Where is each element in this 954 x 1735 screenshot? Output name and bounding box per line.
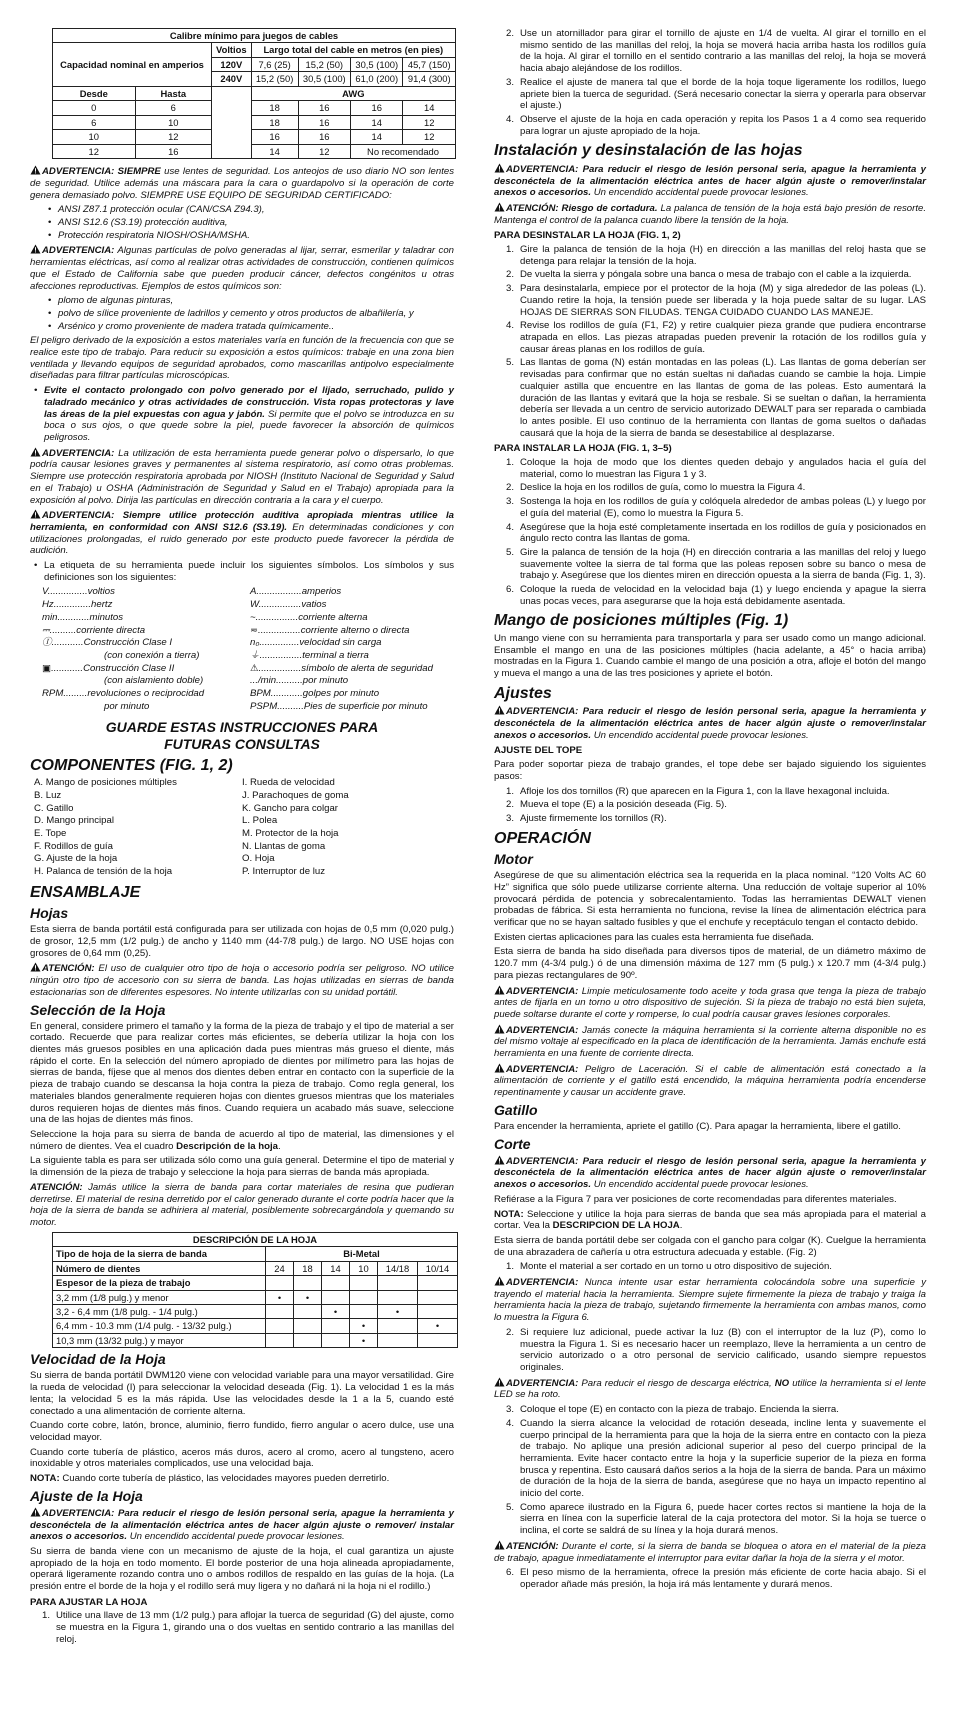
label-intro: • La etiqueta de su herramienta puede incluir los siguientes símbolos. Los símbolos y sus definiciones son los siguientes: (44, 560, 454, 583)
warning-label: ADVERTENCIA: (506, 1377, 579, 1389)
cable-gauge-table (52, 28, 456, 159)
component-item: D. Mango principal (34, 815, 114, 827)
cell: 12 (403, 115, 456, 129)
length-cell: 15,2 (50) (251, 72, 298, 86)
symbol-entry: (con aislamiento doble) (104, 675, 204, 687)
table-row: 6,4 mm - 10.3 mm (1/4 pulg. - 13/32 pulg.) • • (53, 1319, 458, 1333)
cell: 16 (298, 101, 350, 115)
avoid-bold: Evite el contacto prolongado con polvo generado por el lijado, serruchado, pulido y taladrado mecánico y otras actividades de construcción. Vista ropas protectoras y lave las áreas de la piel expuestas con agua y jabón. (44, 385, 454, 420)
left-column (30, 28, 454, 1649)
attention-text: Durante el corte, si la sierra de banda se bloquea o atora en el material de la pieza de trabajo, apague inmediatamente el interruptor para evitar dañar la hoja de la sierra y el motor. (494, 1540, 926, 1564)
to-label: Hasta (135, 86, 211, 100)
adjust-steps-continued (506, 28, 926, 137)
selection-text-3: La siguiente tabla es para ser utilizada sólo como una guía general. Determine el tipo de material y la dimensión de la pieza de trabajo y seleccione la hoja para sierras de banda más apropiada. (30, 1155, 454, 1179)
volt-120: 120V (212, 57, 252, 71)
list-item: 2. Use un atornillador para girar el tornillo de ajuste en 1/4 de vuelta. Al girar el tornillo en el mismo sentido de las manillas del reloj, la hoja se moverá hacia arriba hasta los rodillos guía de la hoja. Al girar el tornillo en el sentido contrario a las manillas del reloj, la hoja se moverá hacia abajo alejándose de los rodillos. (506, 28, 926, 75)
row-label: 10,3 mm (13/32 pulg.) y mayor (53, 1333, 266, 1347)
cut-steps-4 (506, 1567, 926, 1590)
warning-glasses (30, 165, 454, 201)
symbol-entry: ≂................corriente alterno o directa (250, 624, 410, 636)
teeth-label: Número de dientes (53, 1261, 266, 1275)
warning-cut-2 (494, 1276, 926, 1324)
table-row (53, 115, 456, 129)
length-cell: 7,6 (25) (251, 57, 298, 71)
attention-text: La palanca de tensión de la hoja está bajo presión de resorte. Mantenga el control de la palanca cuando libere la tensión de la hoja. (494, 202, 926, 226)
cell: 12 (135, 130, 211, 144)
warning-label: ADVERTENCIA: Para reducir el riesgo de lesión personal seria, apague la herramienta y desconéctela de la alimentación eléctrica antes de hacer algún ajuste o remover/instalar anexos o accesorios. (494, 706, 926, 741)
list-item: 4. Observe el ajuste de la hoja en cada operación y repita los Pasos 1 a 4 como sea requerido para lograr un ajuste apropiado de la hoja. (506, 113, 926, 137)
warning-text: La utilización de esta herramienta puede generar polvo o dispersarlo, lo que podría causar lesiones graves y permanentes al sistema respiratorio, así como otras problemas. Siempre use protección respiratoria aprobada por NIOSH (Instituto Nacional de Seguridad y Salud en el Trabajo) u OSHA (Administración de Seguridad y Salud en el Trabajo) apropiada para la exposición al polvo. Dirija las partículas en dirección contraria a la cara y el cuerpo. (30, 447, 454, 506)
symbol-entry: .../min..........por minuto (250, 675, 349, 687)
warning-label: ADVERTENCIA: Para reducir el riesgo de lesión personal seria, apague la herramienta y desconéctela de la alimentación eléctrica antes de hacer algún ajuste o remover/instalar anexos o accesorios. (494, 163, 926, 199)
warning-label: ADVERTENCIA: (506, 1024, 579, 1036)
table-row (53, 101, 456, 115)
warning-motor-1 (494, 985, 926, 1021)
warning-icon (30, 509, 41, 519)
selection-text: En general, considere primero el tamaño y la forma de la pieza de trabajo y el tipo de material a ser cortado. Recuerde que para realizar cortes más eficientes, se debería utilizar la hoja con los dientes más gruesos posibles en una aplicación dada pues mientras más grueso el diente, más rápido el corte. En la selección del número apropiado de dientes por milímetro para las hojas de sierras de banda, fíjese que al menos dos dientes deben entrar en contacto con la superficie de la pieza de trabajo cuando se descansa la hoja contra la pieza de trabajo. Como regla general, los materiales blandos generalmente requieren hojas con dientes gruesos mientras que los materiales duros requieren hojas de dientes más finos. Cuando requiera un acabado más suave, seleccione una de las hojas de dientes más finos. (30, 1020, 454, 1126)
warning-install (494, 163, 926, 199)
list-item: 4. Cuando la sierra alcance la velocidad de rotación deseada, incline lenta y suavemente el cuerpo principal de la herramienta para que la hoja de la sierra entre en contacto con la pieza de trabajo. No aplique una presión adicional superior al peso del cuerpo principal de la herramienta. Evite hacer contacto entre la hoja y la superficie superior de la pieza en forma brusca y repentina. Esto causará daños serios a la hoja de la sierra de banda. Para un máximo de duración de la hoja de la sierra de banda, asegúrese que no haya un impacto repentino al inicio del corte. (506, 1417, 926, 1500)
handle-title: Mango de posiciones múltiples (Fig. 1) (494, 612, 789, 630)
warning-text: Nunca intente usar estar herramienta colocándola sobre una superficie y trayendo el material hacia la herramienta. Siempre sujete firmemente la pieza de trabajo y traiga la herramienta hacia la pieza de trabajo, sujetando firmemente la herramienta con ambas manos, como lo muestra la Figura 6. (494, 1277, 926, 1324)
attention-label: ATENCIÓN: (42, 963, 95, 975)
list-item: • plomo de algunas pinturas, (58, 295, 454, 307)
from-label: Desde (53, 86, 136, 100)
list-item: 4. Revise los rodillos de guía (F1, F2) y retire cualquier pieza grande que pudiera encontrarse atrapada en ellos. Las piezas atrapadas pueden prevenir la rotación de los rodillos guía y causar áreas planas en los rodillos de guía. (506, 320, 926, 355)
list-item: 3. Coloque el tope (E) en contacto con la pieza de trabajo. Encienda la sierra. (506, 1404, 839, 1416)
motor-text: Asegúrese de que su alimentación eléctrica sea la requerida en la placa nominal. “120 Volts AC 60 Hz” significa que sólo puede utilizarse corriente alterna. Una reducción de voltaje superior al 10% provocará pérdida de potencia y sobrecalentamiento. Todas las herramientas DEWALT vienen probadas de fábrica. Si esta herramienta no funciona, revise la línea de alimentación eléctrica para verificar que no se hayan saltado fusibles y que el enchufe y receptáculo tengan el contacto debido. (494, 870, 926, 929)
symbol-entry: A.................amperios (250, 586, 342, 598)
component-item: G. Ajuste de la hoja (34, 853, 118, 865)
list-item: • ANSI S12.6 (S3.19) protección auditiva, (58, 217, 454, 229)
length-label: Largo total del cable en metros (en pies) (251, 43, 455, 57)
list-item: • polvo de sílice proveniente de ladrillos y cemento y otros productos de albañilería, y (58, 308, 454, 320)
warning-label: ADVERTENCIA: Siempre utilice protección auditiva apropiada mientras utilice la herramienta, en conformidad con ANSI S12.6 (S3.19). (30, 510, 454, 533)
warning-text: Jamás conecte la máquina herramienta si la corriente alterna disponible no es del mismo voltaje al especificado en la placa de identificación de la herramienta. Jamás enchufe está herramienta en una fuente de corriente directa. (494, 1024, 926, 1060)
list-item: 3. Para desinstalarla, empiece por el protector de la hoja (M) y siga alrededor de las poleas (L). Cuando retire la hoja, la tensión puede ser liberada y la hoja puede saltar de su lugar. LAS HOJAS DE SIERRAS SON FILUDAS. TENGA CUIDADO CUANDO LAS MANEJE. (506, 283, 926, 318)
motor-text: Esta sierra de banda ha sido diseñada para diversos tipos de material, de un diámetro máximo de 120.7 mm (4-3/4 pulg.) ó de una dimensión máxima de 127 mm (5 pulg.) x 120.7 mm (4-3/4 pulg.) para piezas rectangulares de 90º. (494, 946, 926, 981)
warning-text: Peligro de Laceración. Si el cable de alimentación está conectado a la alimentación de corriente y el gatillo está encendido, la máquina herramienta podría encenderse repentinamente y causar un accidente grave. (494, 1063, 926, 1099)
cell: 16 (298, 130, 350, 144)
avoid-item (44, 385, 454, 444)
assembly-title: ENSAMBLAJE (30, 883, 141, 901)
save-instructions-title: GUARDE ESTAS INSTRUCCIONES PARA FUTURAS CONSULTAS (105, 719, 379, 752)
cell: 14 (351, 130, 403, 144)
volts-label: Voltios (212, 43, 252, 57)
speed-text: Su sierra de banda portátil DWM120 viene con velocidad variable para una mayor versatilidad. Gire la rueda de velocidad (I) para seleccionar la velocidad deseada (Fig. 1). La velocidad 1 es la más lenta; la velocidad 5 es la más rápida. Use las velocidades desde la 1 a la 5, cuando esté conectado a una alimentación de corriente alterna. (30, 1370, 454, 1417)
install-subtitle: PARA INSTALAR LA HOJA (FIG. 1, 3–5) (494, 443, 672, 455)
warning-motor-3 (494, 1063, 926, 1099)
list-item: • ANSI Z87.1 protección ocular (CAN/CSA Z94.3), (58, 204, 454, 216)
uninstall-steps (506, 244, 926, 439)
attention-label: ATENCIÓN: (506, 1540, 559, 1552)
warning-label: ADVERTENCIA: (506, 1277, 579, 1289)
cut-steps-3 (506, 1404, 926, 1537)
cut-text: Refiérase a la Figura 7 para ver posiciones de corte recomendadas para diferentes materiales. (494, 1193, 897, 1205)
warning-icon (30, 1507, 41, 1517)
symbol-entry: min............minutos (42, 611, 124, 623)
warning-icon (494, 1024, 505, 1034)
symbol-entry: Ⓘ............Construcción Clase I (42, 637, 173, 649)
warning-label: ADVERTENCIA: Para reducir el riesgo de lesión personal seria, apague la herramienta y desconéctela de la alimentación eléctrica antes de hacer algún ajuste o remover/instalar anexos o accesorios. (494, 1155, 926, 1191)
symbol-entry: ⚠................símbolo de alerta de seguridad (250, 662, 433, 674)
warning-text: Un encendido accidental puede provocar lesiones. (591, 729, 809, 741)
avoid-text: Si permite que el polvo se introduzca en su boca o sus ojos, o que quede sobre la piel, puede favorecer la absorción de químicos peligrosos. (44, 408, 454, 443)
attention-label: ATENCIÓN: Riesgo de cortadura. (506, 202, 658, 214)
warning-text: Un encendido accidental puede provocar lesiones. (591, 187, 809, 199)
attention-resin (30, 1182, 454, 1229)
warning-dust (30, 244, 454, 292)
list-item: • Arsénico y cromo proveniente de madera tratada químicamente.. (58, 321, 454, 333)
cell: 12 (298, 144, 350, 158)
cut-note: NOTA: Seleccione y utilice la hoja para sierras de banda que sea más apropiada para el material a cortar. Vea la DESCRIPCION DE LA HOJA. (494, 1208, 926, 1232)
blade-selection-title: Selección de la Hoja (30, 1001, 166, 1018)
table-row: 3,2 mm (1/8 pulg.) y menor • • (53, 1290, 458, 1304)
right-column (494, 28, 926, 1594)
cert-list (58, 204, 454, 241)
teeth-cell: 24 (266, 1261, 294, 1275)
component-item: B. Luz (34, 789, 62, 801)
warning-label: ADVERTENCIA: (42, 245, 115, 257)
warning-label: ADVERTENCIA: (42, 447, 115, 459)
cell: 12 (403, 130, 456, 144)
table-row: 10,3 mm (13/32 pulg.) y mayor • (53, 1333, 458, 1347)
teeth-cell: 14/18 (378, 1261, 418, 1275)
component-item: O. Hoja (242, 853, 275, 865)
warning-icon (30, 165, 41, 175)
cell: 16 (351, 101, 403, 115)
thickness-label: Espesor de la pieza de trabajo (53, 1276, 266, 1290)
list-item: • Protección respiratoria NIOSH/OSHA/MSHA. (58, 230, 454, 242)
attention-blades (30, 962, 454, 998)
motor-text: Existen ciertas aplicaciones para las cuales esta herramienta fue diseñada. (494, 931, 814, 943)
cut-text: Esta sierra de banda portátil debe ser colgada con el gancho para colgar (K). Cuelgue la herramienta de una abrazadera de cañería u otra estructura adecuada y estable. (Fig. 2) (494, 1234, 926, 1258)
volt-240: 240V (212, 72, 252, 86)
length-cell: 30,5 (100) (298, 72, 350, 86)
stop-subtitle: AJUSTE DEL TOPE (494, 745, 583, 757)
list-item: 5. Como aparece ilustrado en la Figura 6, puede hacer cortes rectos si mantiene la hoja de la sierra en línea con la superficie lateral de la caja protectora del motor. Si la hoja se tuerce o inclina, el corte se saldrá de su línea y la hoja durará menos. (506, 1501, 926, 1537)
adjustments-title: Ajustes (494, 684, 552, 702)
adjust-steps (42, 1610, 454, 1645)
cell: 6 (135, 101, 211, 115)
component-item: P. Interruptor de luz (242, 866, 326, 878)
operation-title: OPERACIÓN (494, 829, 591, 847)
list-item: 2. Deslice la hoja en los rodillos de guía, como lo muestra la Figura 4. (506, 482, 806, 494)
component-item: C. Gatillo (34, 802, 74, 814)
warning-icon (494, 1540, 505, 1550)
component-item: L. Polea (242, 815, 278, 827)
adjust-text: Su sierra de banda viene con un mecanismo de ajuste de la hoja, el cual garantiza un ajuste apropiado de la hoja en todo momento. El borde posterior de una hoja alineada apropiadamente, operará ligeramente rozando contra uno o ambos rodillos de respaldo en las guías de la hoja. (La presión entre el borde de la hoja y el rodillo será muy ligera y no dañará ni la hoja ni el rodillo.) (30, 1545, 454, 1593)
volts-empty (212, 86, 252, 158)
symbol-entry: W................vatios (250, 599, 327, 611)
stop-steps (506, 785, 926, 825)
symbol-entry: RPM.........revoluciones o reciprocidad (42, 688, 205, 700)
length-cell: 91,4 (300) (403, 72, 456, 86)
blade-type-label: Tipo de hoja de la sierra de banda (53, 1247, 266, 1261)
bimetal-label: Bi-Metal (266, 1247, 458, 1261)
cell: 10 (135, 115, 211, 129)
warning-icon (494, 1377, 505, 1387)
component-item: I. Rueda de velocidad (242, 777, 335, 789)
component-item: J. Parachoques de goma (242, 789, 349, 801)
warning-icon (494, 1063, 505, 1073)
warning-text: use lentes de seguridad. Los anteojos de uso diario NO son lentes de seguridad. Utilice además una máscara para la cara o guardapolvo si la operación de corte genera demasiado polvo. SIEMPRE USE EQUIPO DE SEGURIDAD CERTIFICADO: (30, 166, 454, 201)
component-item: M. Protector de la hoja (242, 827, 339, 839)
symbol-entry: n₀...............velocidad sin carga (250, 637, 382, 649)
blade-adjust-title: Ajuste de la Hoja (30, 1487, 143, 1504)
length-cell: 15,2 (50) (298, 57, 350, 71)
warning-label: ADVERTENCIA: (506, 985, 579, 997)
component-item: N. Llantas de goma (242, 840, 326, 852)
list-item: 1. Gire la palanca de tensión de la hoja (H) en dirección a las manillas del reloj hasta que se detenga para relajar la tensión de la hoja. (506, 244, 926, 267)
symbol-entry: ▣............Construcción Clase II (42, 662, 175, 674)
adjust-subtitle: PARA AJUSTAR LA HOJA (30, 1596, 148, 1608)
attention-cut-risk (494, 202, 926, 226)
component-item: K. Gancho para colgar (242, 802, 338, 814)
cell: 18 (251, 101, 298, 115)
warning-text: En determinadas condiciones y con utilizaciones prolongadas, el ruido generado por este producto puede favorecer la pérdida de audición. (30, 521, 454, 557)
motor-title: Motor (494, 851, 533, 868)
warning-respiratory (30, 447, 454, 507)
warning-text: Un encendido accidental puede provocar lesiones. (127, 1531, 345, 1543)
warning-icon (494, 705, 505, 715)
list-item: 4. Asegúrese que la hoja esté completamente insertada en los rodillos de guía y posicionados en ángulo recto contra las llantas de goma. (506, 521, 926, 545)
list-item: 1. Monte el material a ser cortado en un torno u otro dispositivo de sujeción. (506, 1261, 832, 1273)
attention-text: Jamás utilice la sierra de banda para cortar materiales de resina que pudieran derretirse. El material de resina derretido por el calor generado durante el corte podría hacer que la hoja de la sierra de banda se adhiriera al material, posiblemente sobrecargándola y quemando su motor. (30, 1181, 454, 1228)
cell: 6 (53, 115, 136, 129)
attention-text: El uso de cualquier otro tipo de hoja o accesorio podría ser peligroso. NO utilice ningún otro tipo de accesorio con su sierra de banda. Las hojas utilizadas en sierras de banda estacionarias son de diferentes espesores. No intente utilizarlas con su unidad portátil. (30, 963, 454, 998)
list-item: 3. Ajuste firmemente los tornillos (R). (506, 812, 667, 824)
length-cell: 61,0 (200) (351, 72, 403, 86)
symbol-entry: por minuto (104, 700, 150, 712)
speed-text: Cuando corte tubería de plástico, aceros más duros, acero al cromo, acero al tungsteno, acero inoxidable y otros materiales complicados, use una velocidad baja. (30, 1446, 454, 1470)
table-row (53, 130, 456, 144)
chem-list (58, 295, 454, 332)
label-intro-list (44, 560, 454, 583)
warning-adjust (30, 1507, 454, 1543)
symbol-entry: PSPM..........Pies de superficie por minuto (250, 700, 428, 712)
trigger-title: Gatillo (494, 1101, 538, 1118)
component-item: E. Tope (34, 827, 67, 839)
capacity-label: Capacidad nominal en amperios (53, 43, 212, 86)
list-item: 2. De vuelta la sierra y póngala sobre una banca o mesa de trabajo con el cable a la izquierda. (506, 269, 912, 281)
blades-title: Hojas (30, 905, 69, 922)
cell: 16 (135, 144, 211, 158)
component-item: H. Palanca de tensión de la hoja (34, 866, 173, 878)
symbol-entry: Hz..............hertz (42, 599, 113, 611)
symbol-entry: (con conexión a tierra) (104, 649, 200, 661)
list-item: 6. Coloque la rueda de velocidad en la velocidad baja (1) y luego encienda y apague la sierra unas pocas veces, para asegurarse que la hoja está debidamente asentada. (506, 584, 926, 607)
stop-text: Para poder soportar pieza de trabajo grandes, el tope debe ser bajado siguiendo los siguientes pasos: (494, 759, 926, 782)
teeth-cell: 14 (322, 1261, 350, 1275)
symbol-entry: V...............voltios (42, 586, 115, 598)
list-item: 2. Si requiere luz adicional, puede activar la luz (B) con el interruptor de la luz (P), como lo muestra la Figura 1. Si es necesario hacer un reemplazo, lleve la herramienta a un centro de servicio autorizado o a otro personal de servicio calificado, usando siempre repuestos originales. (506, 1326, 926, 1373)
warning-cut-3: ADVERTENCIA: Para reducir el riesgo de descarga eléctrica, NO utilice la herramienta si el lente LED se ha roto. (494, 1377, 926, 1401)
warning-hearing (30, 509, 454, 557)
warning-icon (30, 244, 41, 254)
cell: 14 (351, 115, 403, 129)
warning-label: ADVERTENCIA: Para reducir el riesgo de lesión personal seria, apague la herramienta y desconéctela de la alimentación eléctrica antes de hacer algún ajuste o remover/ instalar anexos o accesorios. (30, 1507, 454, 1543)
warning-icon (494, 163, 505, 173)
install-title: Instalación y desinstalación de las hojas (494, 142, 803, 160)
handle-text: Un mango viene con su herramienta para transportarla y para ser usado como un mango adicional. Ensamble el mango en una de las posiciones múltiples (hacia adelante, a 45° o hacia arriba) mostradas en la Figura 1. Cuando cambie el mango de una posición a otra, afloje el botón del mango y mueva el mango a una de las tres posiciones y apriete el botón. (494, 632, 926, 680)
blade-description-table (52, 1232, 458, 1349)
warning-icon (494, 1276, 505, 1286)
warning-icon (30, 962, 41, 972)
list-item: 1. Coloque la hoja de modo que los dientes queden debajo y angulados hacia el guía del material, como lo muestran las Figura 1 y 3. (506, 457, 926, 480)
teeth-cell: 10/14 (418, 1261, 458, 1275)
warning-text: Un encendido accidental puede provocar lesiones. (591, 1179, 809, 1191)
symbol-grid (42, 586, 454, 713)
install-steps (506, 457, 926, 607)
awg-label: AWG (251, 86, 455, 100)
list-item: 2. Mueva el tope (E) a la posición deseada (Fig. 5). (506, 799, 727, 811)
warning-label: ADVERTENCIA: SIEMPRE (42, 166, 161, 178)
blades-text: Esta sierra de banda portátil está configurada para ser utilizada con hojas de 0,5 mm (0,020 pulg.) de grosor, 12,5 mm (1/2 pulg.) de ancho y 1140 mm (44-7/8 pulg.) de largo. NO USE hojas con grosores de 0,64 mm (0,25). (30, 924, 454, 959)
cell: 16 (251, 130, 298, 144)
warning-text: Limpie meticulosamente todo aceite y toda grasa que tenga la pieza de trabajo antes de fijarla en un torno u otro dispositivo de sujeción. Si la pieza de trabajo no está bien sujeta, puede soltarse durante el corte y romperse, lo cual podría causar graves lesiones corporales. (494, 985, 926, 1020)
warning-text: Algunas partículas de polvo generadas al lijar, serrar, esmerilar y taladrar con herramientas eléctricas, así como al realizar otras actividades de construcción, contienen químicos que el Estado de California sabe que pueden producir cáncer, defectos congénitos u otras afecciones reproductivas. Ejemplos de estos químicos son: (30, 245, 454, 292)
warning-icon (494, 985, 505, 995)
not-recommended-cell: No recomendado (351, 144, 456, 158)
speed-text: Cuando corte cobre, latón, bronce, aluminio, fierro fundido, fierro angular o acero dulce, use una velocidad mayor. (30, 1420, 454, 1443)
length-cell: 30,5 (100) (351, 57, 403, 71)
row-label: 3,2 mm (1/8 pulg.) y menor (53, 1290, 266, 1304)
cell: 18 (251, 115, 298, 129)
speed-note: NOTA: Cuando corte tubería de plástico, las velocidades mayores pueden derretirlo. (30, 1473, 390, 1485)
warning-icon (30, 447, 41, 457)
warning-adjustments (494, 705, 926, 741)
warning-icon (494, 1155, 505, 1165)
teeth-cell: 10 (350, 1261, 378, 1275)
list-item: 5. Las llantas de goma (N) están montadas en las poleas (L). Las llantas de goma deberían ser revisadas para confirmar que no están sueltas ni dañadas cuando se cambie la hoja. Limpie cualquier astilla que encuentre en las llantas de goma de las poleas. Esto aumentará la duración de las llantas y evitará que la hoja se resbale. Si se sueltan o dañan, la herramienta debería ser llevada a un centro de servicio autorizado DEWALT para ser reparada o cambiada lo antes posible. El uso continuo de la herramienta con llantas de goma sueltos o dañadas causará que la hoja de la sierra de banda se desestabilice al desplazarse. (506, 357, 926, 439)
components-list (34, 777, 454, 879)
component-item: F. Rodillos de guía (34, 840, 113, 852)
selection-text-2: Seleccione la hoja para su sierra de banda de acuerdo al tipo de material, las dimensiones y el número de dientes. Vea el cuadro Descripción de la hoja. (30, 1129, 454, 1152)
list-item: 3. Sostenga la hoja en los rodillos de guía y colóquela alrededor de ambas poleas (L) y luego por el guía del material (E), como lo muestra la Figura 5. (506, 496, 926, 519)
blade-speed-title: Velocidad de la Hoja (30, 1351, 166, 1368)
cell: 14 (403, 101, 456, 115)
table-row: 3,2 - 6,4 mm (1/8 pulg. - 1/4 pulg.) • • (53, 1304, 458, 1318)
symbol-entry: ⎓..........corriente directa (42, 624, 146, 636)
cell: 16 (298, 115, 350, 129)
warning-icon (494, 202, 505, 212)
list-item: 3. Realice el ajuste de manera tal que el borde de la hoja toque ligeramente los rodillos, luego apriete bien la tuerca de seguridad. (Será necesario conectar la sierra y operarla para observar el ajuste.) (506, 76, 926, 112)
cell: 0 (53, 101, 136, 115)
symbol-entry: ~................corriente alterna (250, 611, 368, 623)
list-item: 1. Utilice una llave de 13 mm (1/2 pulg.) para aflojar la tuerca de seguridad (G) del ajuste, como se muestra en la Figura 1, girando una o dos vueltas en sentido contrario a las manillas del reloj. (42, 1610, 454, 1645)
symbol-entry: ⏚................terminal a tierra (250, 649, 369, 661)
attention-label: ATENCIÓN: (30, 1181, 83, 1193)
list-item: 6. El peso mismo de la herramienta, ofrece la presión más eficiente de corte hacia abajo. Si el operador añade más presión, la hoja irá más lentamente y durará menos. (506, 1567, 926, 1590)
length-cell: 45,7 (150) (403, 57, 456, 71)
cut-steps-2 (506, 1326, 926, 1374)
teeth-cell: 18 (294, 1261, 322, 1275)
warning-cut (494, 1155, 926, 1191)
component-item: A. Mango de posiciones múltiples (34, 777, 177, 789)
components-title: COMPONENTES (FIG. 1, 2) (30, 756, 233, 774)
trigger-text: Para encender la herramienta, apriete el gatillo (C). Para apagar la herramienta, libere el gatillo. (494, 1120, 901, 1132)
row-label: 3,2 - 6,4 mm (1/8 pulg. - 1/4 pulg.) (53, 1304, 266, 1318)
table-row (53, 144, 456, 158)
list-item: 5. Gire la palanca de tensión de la hoja (H) en dirección contraria a las manillas del reloj y luego suavemente voltee la sierra de tal forma que las poleas reposen sobre su banco o mesa de trabajo y. Asegúrese que los dientes miren en dirección opuesta a la sierra de banda (Fig. 1, 3). (506, 546, 926, 582)
warning-label: ADVERTENCIA: (506, 1063, 579, 1075)
uninstall-subtitle: PARA DESINSTALAR LA HOJA (FIG. 1, 2) (494, 230, 681, 242)
cut-title: Corte (494, 1135, 531, 1152)
symbol-entry: BPM............golpes por minuto (250, 688, 380, 700)
row-label: 6,4 mm - 10.3 mm (1/4 pulg. - 13/32 pulg.) (53, 1319, 266, 1333)
cut-steps-1 (506, 1261, 926, 1273)
blade-table-title: DESCRIPCIÓN DE LA HOJA (53, 1232, 458, 1246)
cable-table-title: Calibre mínimo para juegos de cables (53, 29, 456, 43)
cell: 10 (53, 130, 136, 144)
avoid-list (44, 385, 454, 444)
cell: 12 (53, 144, 136, 158)
attention-cut (494, 1540, 926, 1564)
risk-text: El peligro derivado de la exposición a estos materiales varía en función de la frecuencia con que se realice este tipo de trabajo. Para reducir su exposición a estos químicos: trabaje en una zona bien ventilada y llevando equipos de seguridad aprobados, como mascarillas antipolvo especialmente diseñadas para filtrar partículas microscópicas. (30, 335, 454, 382)
warning-motor-2 (494, 1024, 926, 1060)
list-item: 1. Afloje los dos tornillos (R) que aparecen en la Figura 1, con la llave hexagonal incluida. (506, 785, 890, 797)
cell: 14 (251, 144, 298, 158)
